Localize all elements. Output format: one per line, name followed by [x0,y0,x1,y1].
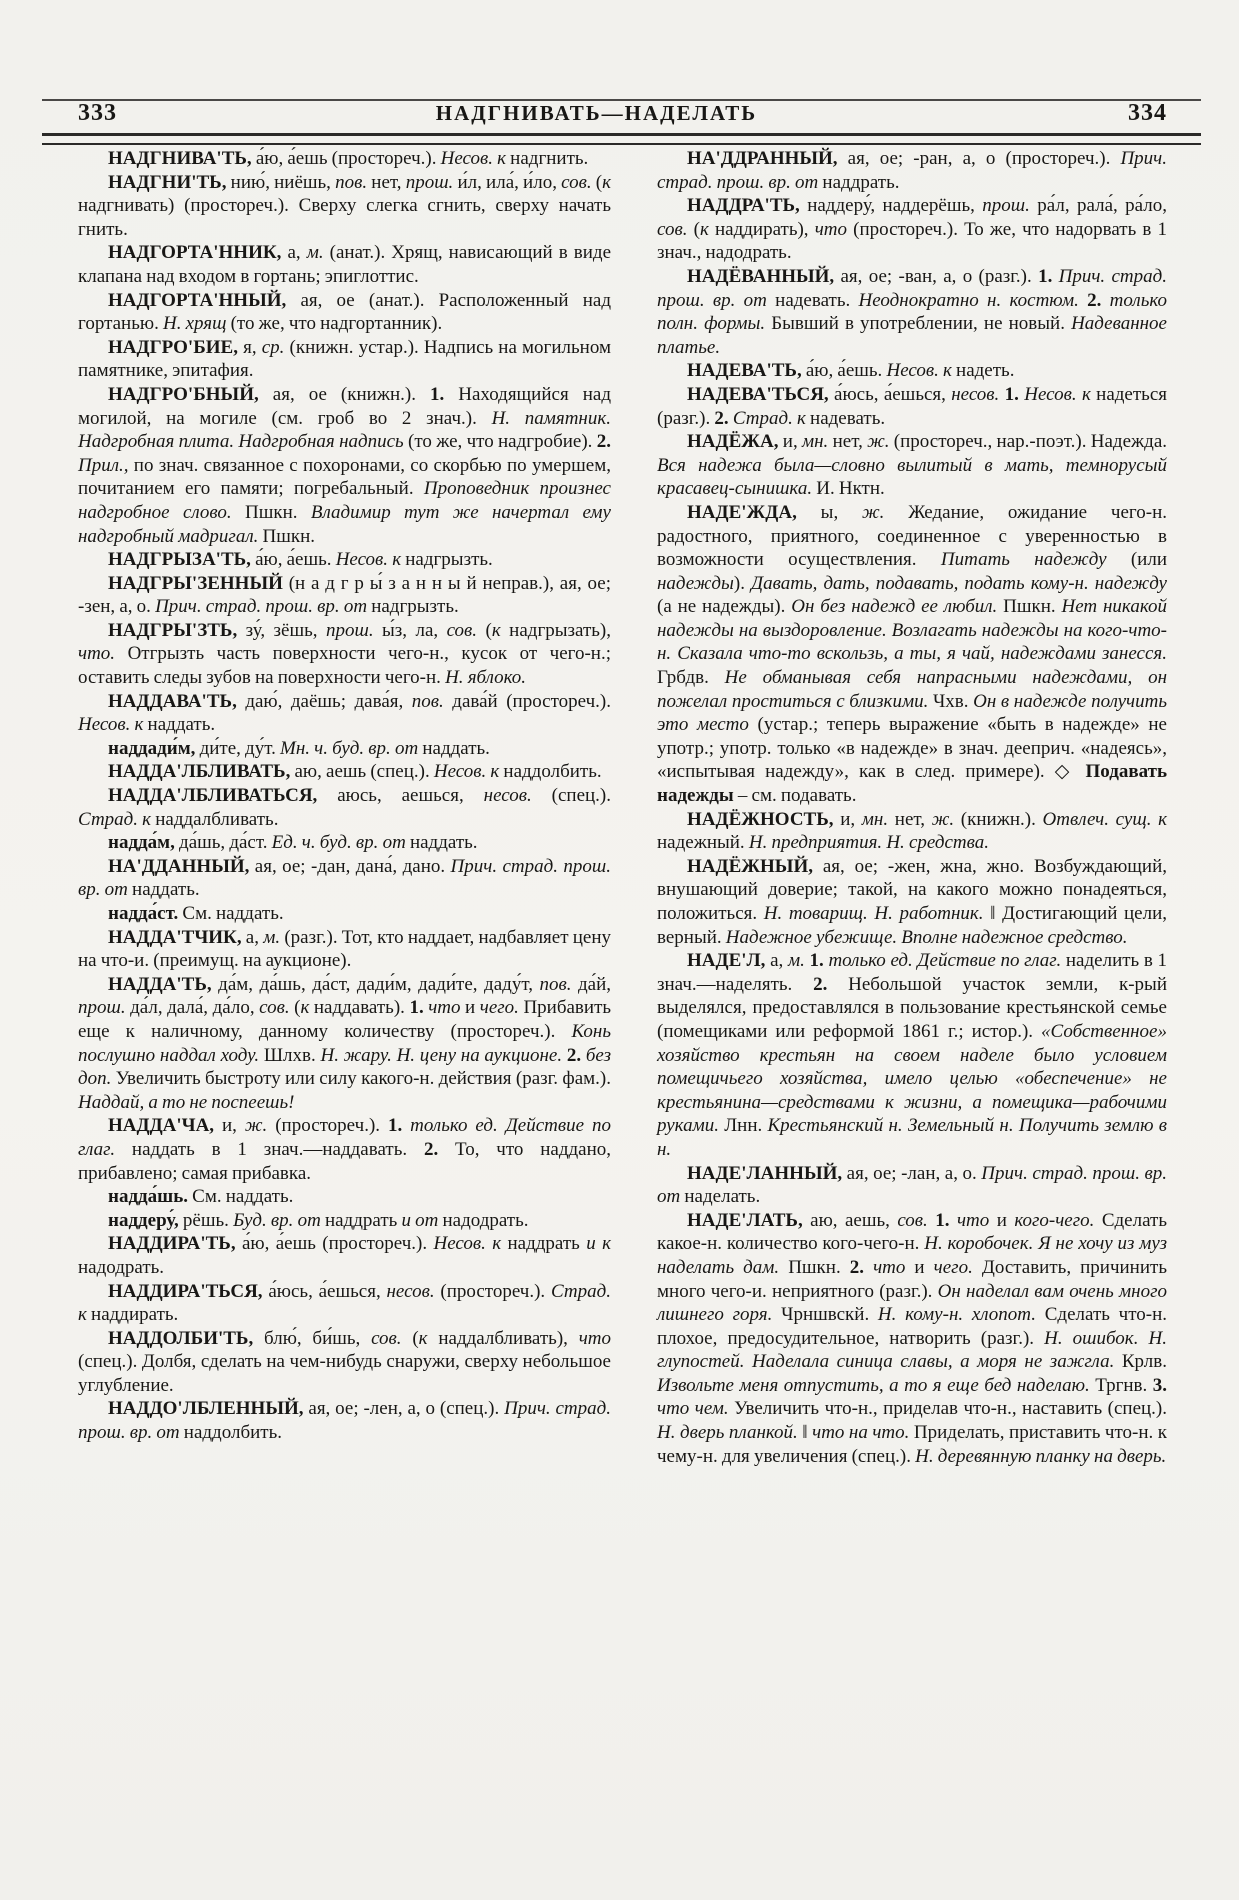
dictionary-entry: НАДДА'ТЧИК, а, м. (разг.). Тот, кто наддает, надбавляет цену на что-и. (преимущ. на аукционе). [78,926,612,972]
dictionary-entry: НАДГРЫ'ЗЕННЫЙ (н а д г р ы́ з а н н ы й неправ.), ая, ое; -зен, а, о. Прич. страд. прош. вр. от надгрызть. [78,572,611,618]
dictionary-entry: наддади́м, ди́те, ду́т. Мн. ч. буд. вр. от наддать. [108,737,490,759]
dictionary-entry: НАДГОРТА'ННИК, а, м. (анат.). Хрящ, нависающий в виде клапана над входом в гортань; эпиглоттис. [78,242,611,287]
dictionary-entry: НАДЕВА'ТЬСЯ, а́юсь, а́ешься, несов. 1. Несов. к надеться (разг.). 2. Страд. к надевать. [657,383,1167,429]
dictionary-entry: НАДЕ'ЛАТЬ, аю, аешь, сов. 1. что и кого-чего. Сделать какое-н. количество кого-чего-н. Н. коробочек. Я не хочу из муз наделать дам. Пшкн. 2. что и чего. Доставить, причинить много чего-и. неприятного (разг.). Он наделал вам очень много лишнего горя. Чрншвскй. Н. кому-н. хлопот. Сделать что-н. плохое, предосудительное, натворить (разг.). Н. ошибок. Н. глупостей. Наделала синица славы, а моря не зажгла. Крлв. Извольте меня отпустить, а то я еще бед наделаю. Тргнв. 3. что чем. Увеличить что-н., приделав что-н., наставить (спец.). Н. дверь планкой. ‖ что на что. Приделать, приставить что-н. к чему-н. для увеличения (спец.). Н. деревянную планку на дверь. [657,1209,1168,1467]
dictionary-entry: надда́м, да́шь, да́ст. Ед. ч. буд. вр. от наддать. [108,832,478,854]
dictionary-entry: НАДГНИВА'ТЬ, а́ю, а́ешь (простореч.). Несов. к надгнить. [108,148,589,169]
running-head: НАДГНИВАТЬ—НАДЕЛАТЬ [435,101,758,125]
dictionary-entry: НАДДО'ЛБЛЕННЫЙ, ая, ое; -лен, а, о (спец.). Прич. страд. прош. вр. от наддолбить. [78,1398,611,1444]
dictionary-entry: НАДГРЫЗА'ТЬ, а́ю, а́ешь. Несов. к надгрызть. [108,549,493,571]
dictionary-entry: НАДДИРА'ТЬ, а́ю, а́ешь (простореч.). Несов. к наддрать и к надодрать. [78,1233,612,1278]
dictionary-entry: наддеру́, рёшь. Буд. вр. от наддрать и от надодрать. [108,1209,529,1231]
dictionary-entry: НАДГРО'БНЫЙ, ая, ое (книжн.). 1. Находящийся над могилой, на могиле (см. гроб во 2 знач.). Н. памятник. Надгробная плита. Надгробная надпись (то же, что надгробие). 2. Прил., по знач. связанное с похоронами, со скорбью по умершем, почитанием его памяти; погребальный. Проповедник произнес надгробное слово. Пшкн. Владимир тут же начертал ему надгробный мадригал. Пшкн. [78,383,611,547]
dictionary-entry: НАДДА'ЧА, и, ж. (простореч.). 1. только ед. Действие по глаг. наддать в 1 знач.—наддавать. 2. То, что наддано, прибавлено; самая прибавка. [78,1115,612,1184]
dictionary-entry: НАДДРА'ТЬ, наддеру́, наддерёшь, прош. ра́л, рала́, ра́ло, сов. (к наддирать), что (простореч.). То же, что надорвать в 1 знач., надодрать. [657,195,1167,264]
dictionary-entry: НАДГОРТА'ННЫЙ, ая, ое (анат.). Расположенный над гортанью. Н. хрящ (то же, что надгортанник). [78,289,611,335]
dictionary-entry: НА'ДДАННЫЙ, ая, ое; -дан, дана́, дано. Прич. страд. прош. вр. от наддать. [78,855,611,901]
left-column [78,147,611,1468]
dictionary-entry: НАДЕ'ЖДА, ы, ж. Жедание, ожидание чего-н. радостного, приятного, соединенное с уверенностью в возможности осуществления. Питать надежду (или надежды). Давать, дать, подавать, подать кому-н. надежду (а не надежды). Он без надежд ее любил. Пшкн. Нет никакой надежды на выздоровление. Возлагать надежды на кого-что-н. Сказала что-то вскользь, а ты, я чай, надеждами занесся. Грбдв. Не обманывая себя напрасными надеждами, он пожелал проститься с близкими. Чхв. Он в надежде получить это место (устар.; теперь выражение «быть в надежде» не употр.; употр. только «в надежде» в знач. дееприч. «надеясь», «испытывая надежду», как в след. примере). ◇ Подавать надежды – см. подавать. [657,501,1167,807]
text-columns [78,147,1167,1468]
right-column [657,147,1167,1468]
page-header [78,100,1167,127]
dictionary-entry: НАДЕ'Л, а, м. 1. только ед. Действие по глаг. наделить в 1 знач.—наделять. 2. Небольшой участок земли, к-рый выделялся, предоставлялся в пользование крестьянской семье (помещиками или реформой 1861 г.; истор.). «Собственное» хозяйство крестьян на своем наделе было условием помещичьего хозяйства, имело целью «обеспечение» не крестьянина—средствами к жизни, а помещика—рабочими руками. Лнн. Крестьянский н. Земельный н. Получить землю в н. [657,950,1168,1160]
dictionary-entry: НАДЕ'ЛАННЫЙ, ая, ое; -лан, а, о. Прич. страд. прош. вр. от наделать. [657,1162,1168,1208]
dictionary-entry: НАДДОЛБИ'ТЬ, блю́, би́шь, сов. (к наддалбливать), что (спец.). Долбя, сделать на чем-нибудь снаружи, сверху небольшое углубление. [78,1327,611,1396]
header-rule [42,133,1201,145]
dictionary-entry: НАДЁВАННЫЙ, ая, ое; -ван, а, о (разг.). 1. Прич. страд. прош. вр. от надевать. Неоднократно н. костюм. 2. только полн. формы. Бывший в употреблении, не новый. Надеванное платье. [657,265,1167,358]
page-number-right: 334 [1127,100,1167,126]
dictionary-entry: НАДДА'ЛБЛИВАТЬСЯ, аюсь, аешься, несов. (спец.). Страд. к наддалбливать. [78,785,611,830]
dictionary-entry: НАДЕВА'ТЬ, а́ю, а́ешь. Несов. к надеть. [687,360,1015,382]
dictionary-entry: НАДДИРА'ТЬСЯ, а́юсь, а́ешься, несов. (простореч.). Страд. к наддирать. [78,1280,611,1326]
dictionary-entry: НАДДА'ТЬ, да́м, да́шь, да́ст, дади́м, дади́те, даду́т, пов. да́й, прош. да́л, дала́, да́ло, сов. (к наддавать). 1. что и чего. Прибавить еще к наличному, данному количеству (простореч.). Конь послушно наддал ходу. Шлхв. Н. жару. Н. цену на аукционе. 2. без доп. Увеличить быстроту или силу какого-н. действия (разг. фам.). Наддай, а то не поспеешь! [78,973,612,1113]
dictionary-entry: НАДЁЖА, и, мн. нет, ж. (простореч., нар.-поэт.). Надежда. Вся надежа была—словно вылитый в мать, темнорусый красавец-сынишка. И. Нктн. [657,431,1167,500]
dictionary-entry: НАДГРО'БИЕ, я, ср. (книжн. устар.). Надпись на могильном памятнике, эпитафия. [78,336,611,382]
dictionary-entry: НА'ДДРАННЫЙ, ая, ое; -ран, а, о (простореч.). Прич. страд. прош. вр. от наддрать. [657,148,1167,193]
dictionary-entry: надда́шь. См. наддать. [108,1186,294,1208]
dictionary-entry: НАДЁЖНЫЙ, ая, ое; -жен, жна, жно. Возбуждающий, внушающий доверие; такой, на какого можно понадеяться, положиться. Н. товарищ. Н. работник. ‖ Достигающий цели, верный. Надежное убежище. Вполне надежное средство. [657,855,1167,948]
dictionary-entry: НАДЁЖНОСТЬ, и, мн. нет, ж. (книжн.). Отвлеч. сущ. к надежный. Н. предприятия. Н. средства. [657,808,1168,854]
dictionary-entry: НАДГРЫ'ЗТЬ, зу́, зёшь, прош. ы́з, ла, сов. (к надгрызать), что. Отгрызть часть поверхности чего-н., кусок от чего-н.; оставить следы зубов на поверхности чего-н. Н. яблоко. [78,619,611,689]
dictionary-entry: НАДДА'ЛБЛИВАТЬ, аю, аешь (спец.). Несов. к наддолбить. [108,761,602,783]
dictionary-entry: НАДДАВА'ТЬ, даю́, даёшь; дава́я, пов. дава́й (простореч.). Несов. к наддать. [78,690,611,736]
dictionary-entry: надда́ст. См. наддать. [108,903,284,924]
page-number-left: 333 [78,100,117,126]
dictionary-entry: НАДГНИ'ТЬ, нию́, ниёшь, пов. нет, прош. и́л, ила́, и́ло, сов. (к надгнивать) (простореч.). Сверху слегка сгнить, сверху начать гнить. [78,171,612,240]
